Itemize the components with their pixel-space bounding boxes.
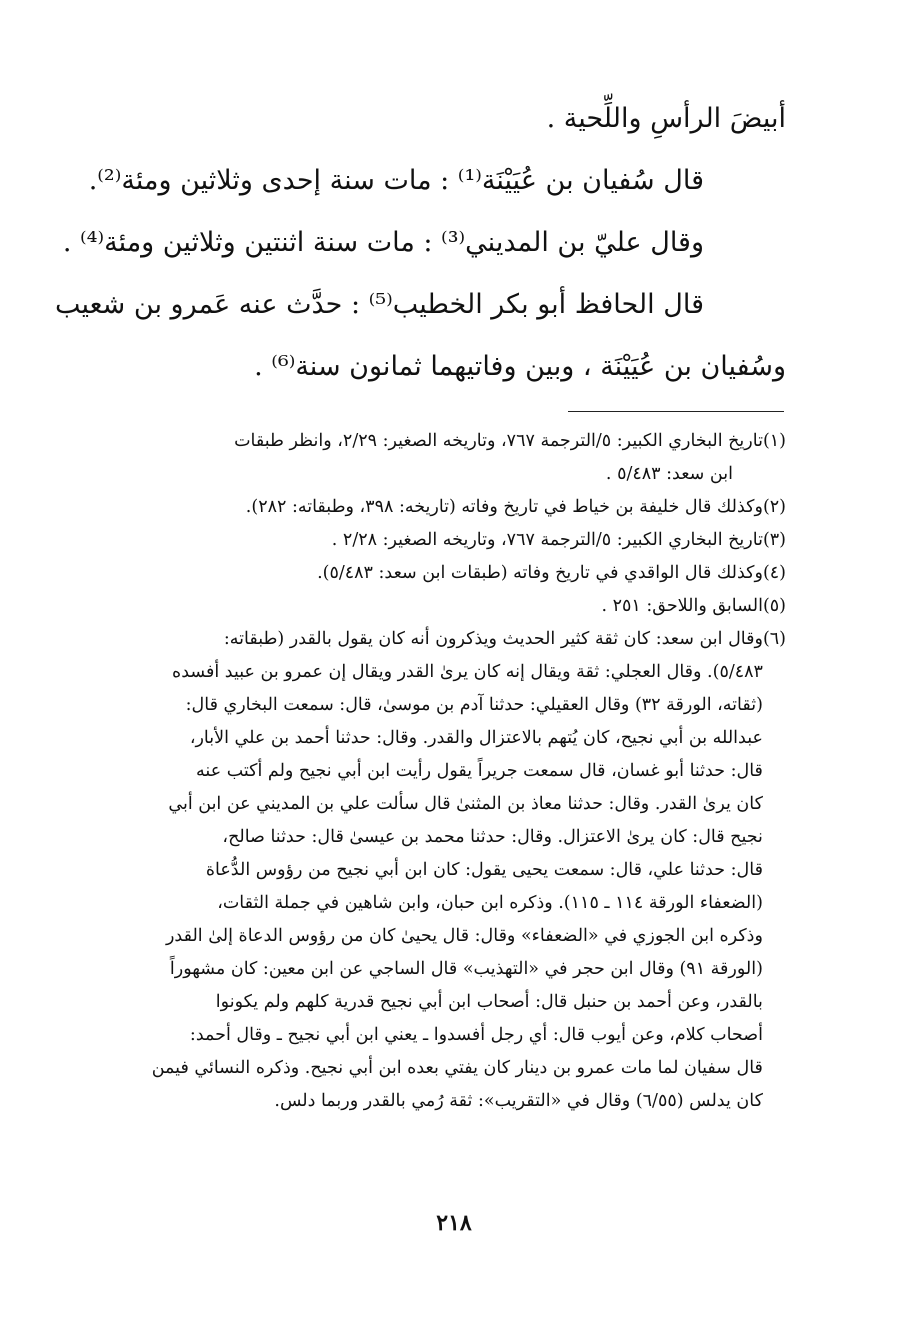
main-line-4: قال الحافظ أبو بكر الخطيب⁽⁵⁾ : حدَّث عنه عَمرو بن شعيب	[55, 289, 704, 320]
footnote-line: بالقدر، وعن أحمد بن حنبل قال: أصحاب ابن أبي نجيح قدرية كلهم ولم يكونوا	[215, 992, 763, 1012]
footnote-line: قال سفيان لما مات عمرو بن دينار كان يفتي بعده ابن أبي نجيح. وذكره النسائي فيمن	[151, 1058, 763, 1078]
footnote-4	[108, 557, 786, 590]
footnote-line: عبدالله بن أبي نجيح، كان يُتهم بالاعتزال والقدر. وقال: حدثنا أحمد بن علي الأبار،	[189, 728, 763, 748]
footnote-line: (ثقاته، الورقة ٣٢) وقال العقيلي: حدثنا آدم بن موسىٰ، قال: سمعت البخاري قال:	[185, 695, 763, 715]
footnote-2	[108, 491, 786, 524]
footnote-line: أصحاب كلام، وعن أيوب قال: أي رجل أفسدوا ـ يعني ابن أبي نجيح ـ وقال أحمد:	[189, 1025, 763, 1045]
main-line-3: وقال عليّ بن المديني⁽³⁾ : مات سنة اثنتين وثلاثين ومئة⁽⁴⁾ .	[62, 227, 704, 258]
footnote-number: (٢)	[762, 497, 786, 517]
footnote-line: ابن سعد: ٥/٤٨٣ .	[605, 464, 733, 484]
footnote-text	[108, 590, 763, 623]
footnote-number: (٣)	[762, 530, 786, 550]
footnote-line: تاريخ البخاري الكبير: ٥/الترجمة ٧٦٧، وتاريخه الصغير: ٢/٢٨ .	[331, 530, 763, 550]
footnote-number: (٤)	[762, 563, 786, 583]
footnote-text	[108, 623, 763, 1118]
footnote-number: (١)	[762, 431, 786, 451]
footnote-6	[108, 623, 786, 1118]
footnote-3	[108, 524, 786, 557]
footnote-text	[108, 557, 763, 590]
footnote-text	[108, 491, 763, 524]
footnote-line: وكذلك قال الواقدي في تاريخ وفاته (طبقات ابن سعد: ٥/٤٨٣).	[317, 563, 763, 583]
footnote-line: ٥/٤٨٣). وقال العجلي: ثقة ويقال إنه كان يرىٰ القدر ويقال إن عمرو بن عبيد أفسده	[172, 662, 763, 682]
footnote-line: وكذلك قال خليفة بن خياط في تاريخ وفاته (تاريخه: ٣٩٨، وطبقاته: ٢٨٢).	[245, 497, 763, 517]
footnote-1	[108, 425, 786, 491]
footnote-line: كان يدلس (٦/٥٥) وقال في «التقريب»: ثقة رُمي بالقدر وربما دلس.	[274, 1091, 763, 1111]
footnote-line: قال: حدثنا علي، قال: سمعت يحيى يقول: كان ابن أبي نجيح من رؤوس الدُّعاة	[205, 860, 763, 880]
footnote-line: نجيح قال: كان يرىٰ الاعتزال. وقال: حدثنا محمد بن عيسىٰ قال: حدثنا صالح،	[222, 827, 763, 847]
footnote-line: تاريخ البخاري الكبير: ٥/الترجمة ٧٦٧، وتاريخه الصغير: ٢/٢٩، وانظر طبقات	[234, 431, 763, 451]
footnote-line: قال: حدثنا أبو غسان، قال سمعت جريراً يقول رأيت ابن أبي نجيح ولم أكتب عنه	[196, 761, 763, 781]
footnote-separator	[568, 411, 784, 412]
footnote-5	[108, 590, 786, 623]
main-line-5: وسُفيان بن عُيَيْنَة ، وبين وفاتيهما ثمانون سنة⁽⁶⁾ .	[254, 351, 786, 382]
page-number: ٢١٨	[436, 1210, 472, 1236]
footnote-line: كان يرىٰ القدر. وقال: حدثنا معاذ بن المثنىٰ قال سألت علي بن المديني عن ابن أبي	[168, 794, 763, 814]
footnotes	[108, 425, 786, 1118]
main-text	[55, 88, 786, 398]
footnote-line: (الضعفاء الورقة ١١٤ ـ ١١٥). وذكره ابن حبان، وابن شاهين في جملة الثقات،	[217, 893, 763, 913]
footnote-line: (الورقة ٩١) وقال ابن حجر في «التهذيب» قال الساجي عن ابن معين: كان مشهوراً	[169, 959, 763, 979]
main-line-2: قال سُفيان بن عُيَيْنَة⁽¹⁾ : مات سنة إحدى وثلاثين ومئة⁽²⁾.	[88, 165, 704, 196]
footnote-number: (٥)	[762, 596, 786, 616]
footnote-line: السابق واللاحق: ٢٥١ .	[601, 596, 763, 616]
footnote-text	[108, 524, 763, 557]
footnote-text	[108, 425, 763, 491]
footnote-number: (٦)	[762, 629, 786, 649]
main-line-1: أبيضَ الرأسِ واللِّحية .	[546, 103, 786, 134]
footnote-line: وقال ابن سعد: كان ثقة كثير الحديث ويذكرون أنه كان يقول بالقدر (طبقاته:	[223, 629, 763, 649]
footnote-line: وذكره ابن الجوزي في «الضعفاء» وقال: قال يحيىٰ كان من رؤوس الدعاة إلىٰ القدر	[165, 926, 763, 946]
